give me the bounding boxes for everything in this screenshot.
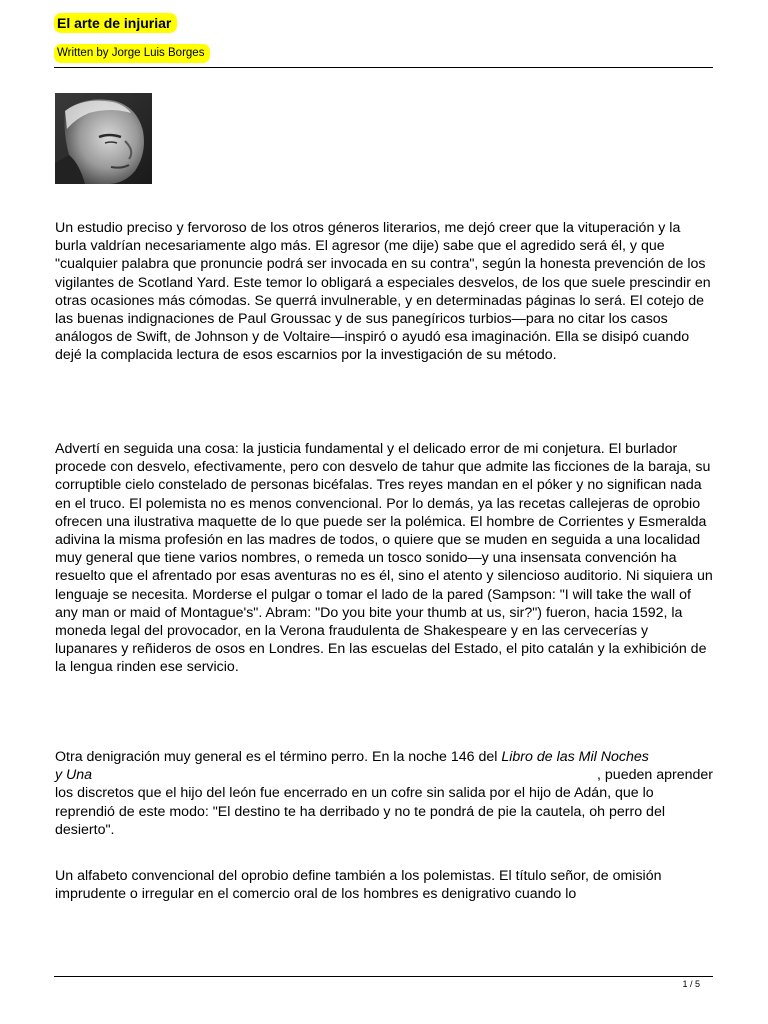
paragraph-1: Un estudio preciso y fervoroso de los otros géneros literarios, me dejó creer que la vituperación y la burla valdrían necesariamente algo más. El agresor (me dije) sabe que el agredido será él, y que "cualquier palabra que pronuncie podrá ser invocada en su contra", según la honesta prevención de los vigilantes de Scotland Yard. Este temor lo obligará a especiales desvelos, de los que suele prescindir en otras ocasiones más cómodas. Se querrá invulnerable, y en determinadas páginas lo será. El cotejo de las buenas indignaciones de Paul Groussac y de sus panegíricos turbios—para no citar los casos análogos de Swift, de Johnson y de Voltaire—inspiró o ayudó esa imaginación. Ella se disipó cuando dejé la complacida lectura de esos escarnios por la investigación de su método. — [55, 220, 711, 364]
paragraph-3-continuation: , pueden aprender — [597, 767, 713, 784]
author-photo — [55, 93, 152, 184]
book-title: Libro de las Mil Noches — [501, 749, 649, 765]
article-author: Written by Jorge Luis Borges — [54, 44, 210, 63]
author-photo-image — [55, 93, 152, 184]
header-divider — [54, 67, 713, 68]
page-number: 1 / 5 — [682, 979, 700, 989]
paragraph-3-lead: Otra denigración muy general es el término perro. En la noche 146 del — [55, 749, 502, 765]
paragraph-3-rest: los discretos que el hijo del león fue encerrado en un cofre sin salida por el hijo de Adán, que lo reprendió de este modo: "El destino te ha derribado y no te pondrá de pie la cautela, oh perro del desierto". — [55, 785, 665, 838]
paragraph-3 — [55, 748, 713, 839]
article-title: El arte de injuriar — [54, 13, 177, 33]
paragraph-2: Advertí en seguida una cosa: la justicia fundamental y el delicado error de mi conjetura. El burlador procede con desvelo, efectivamente, pero con desvelo de tahur que admite las ficciones de la baraja, su corruptible cielo constelado de personas bicéfalas. Tres reyes mandan en el póker y no significan nada en el truco. El polemista no es menos convencional. Por lo demás, ya las recetas callejeras de oprobio ofrecen una ilustrativa maquette de lo que puede ser la polémica. El hombre de Corrientes y Esmeralda adivina la misma profesión en las madres de todos, o quiere que se muden en seguida a una localidad muy general que tiene varios nombres, o remeda un tosco sonido—y una insensata convención ha resuelto que el afrentado por esas aventuras no es él, sino el atento y silencioso auditorio. Ni siquiera un lenguaje se necesita. Morderse el pulgar o tomar el lado de la pared (Sampson: "I will take the wall of any man or maid of Montague's". Abram: "Do you bite your thumb at us, sir?") fueron, hacia 1592, la moneda legal del provocador, en la Verona fraudulenta de Shakespeare y en las cervecerías y lupanares y reñideros de osos en Londres. En las escuelas del Estado, el pito catalán y la exhibición de la lengua rinden ese servicio. — [55, 441, 713, 676]
paragraph-4: Un alfabeto convencional del oprobio define también a los polemistas. El título señor, de omisión imprudente o irregular en el comercio oral de los hombres es denigrativo cuando lo — [55, 868, 662, 903]
book-title-cont: y Una — [55, 767, 93, 784]
footer-divider — [54, 976, 713, 977]
